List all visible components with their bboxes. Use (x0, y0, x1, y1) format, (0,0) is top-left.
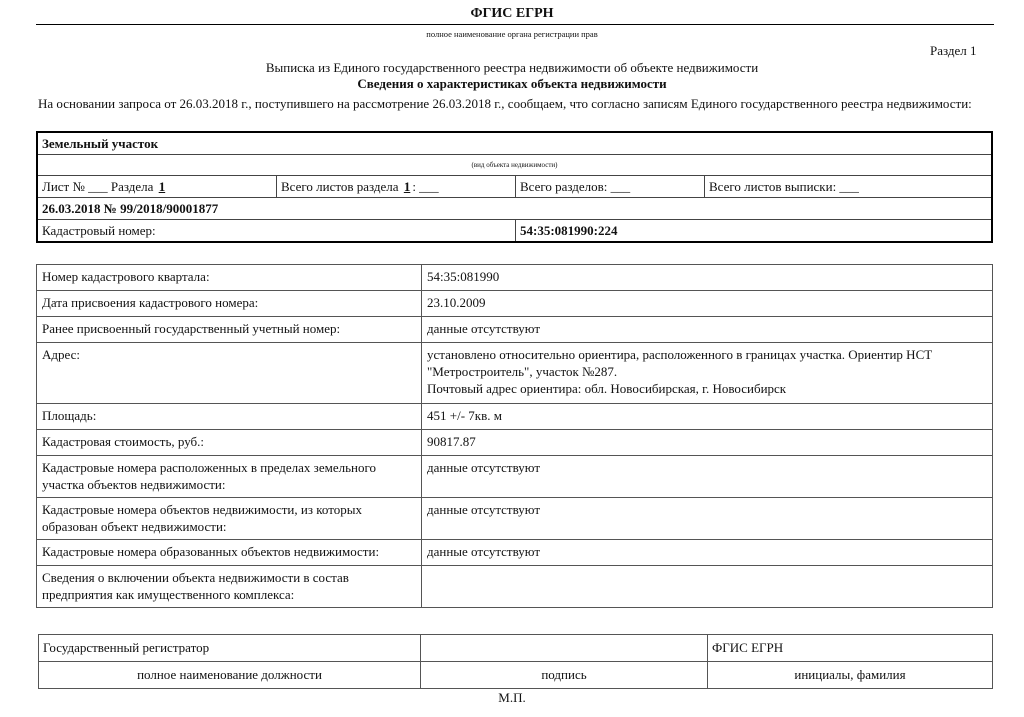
registrar-position: Государственный регистратор (39, 635, 421, 662)
row-label: Кадастровые номера образованных объектов недвижимости: (37, 540, 422, 566)
row-label: Кадастровые номера объектов недвижимости, из которых образован объект недвижимости: (37, 498, 422, 540)
extract-title: Выписка из Единого государственного реестра недвижимости об объекте недвижимости (265, 60, 759, 75)
row-value: данные отсутствуют (422, 456, 993, 498)
row-value: 451 +/- 7кв. м (422, 404, 993, 430)
table-row (37, 317, 993, 343)
row-label: Кадастровая стоимость, руб.: (37, 430, 422, 456)
row-value: 90817.87 (422, 430, 993, 456)
row-label: Сведения о включении объекта недвижимости в состав предприятия как имущественного комплекса: (37, 566, 422, 608)
table-row (37, 540, 993, 566)
row-label: Ранее присвоенный государственный учетный номер: (37, 317, 422, 343)
stamp-place: М.П. (498, 690, 526, 705)
table-row (37, 430, 993, 456)
table-row (37, 291, 993, 317)
cadastral-number-value: 54:35:081990:224 (516, 220, 993, 243)
row-value: 54:35:081990 (422, 265, 993, 291)
row-label: Номер кадастрового квартала: (37, 265, 422, 291)
table-row (37, 265, 993, 291)
row-value: данные отсутствуют (422, 540, 993, 566)
total-sheets-section-cell: Всего листов раздела 1 : ___ (277, 176, 516, 198)
name-caption: инициалы, фамилия (708, 662, 993, 689)
object-header-table (36, 131, 993, 243)
row-value: 23.10.2009 (422, 291, 993, 317)
total-sheets-extract-cell: Всего листов выписки: ___ (705, 176, 993, 198)
section-label: Раздел 1 (930, 43, 977, 58)
row-value (422, 566, 993, 608)
extract-date-number: 26.03.2018 № 99/2018/90001877 (37, 198, 992, 220)
object-type-caption: (вид объекта недвижимости) (37, 155, 992, 176)
document-subtitle: Сведения о характеристиках объекта недвижимости (357, 76, 667, 91)
table-row (37, 404, 993, 430)
table-row (37, 456, 993, 498)
org-title: ФГИС ЕГРН (470, 6, 554, 21)
table-row (37, 498, 993, 540)
basis-text: На основании запроса от 26.03.2018 г., поступившего на рассмотрение 26.03.2018 г., сообщаем, что согласно записям Единого государственного реестра недвижимости: (38, 96, 972, 111)
table-row (37, 343, 993, 404)
signature-field (421, 635, 708, 662)
signature-table (38, 634, 993, 689)
postal-address-text: Почтовый адрес ориентира: обл. Новосибирская, г. Новосибирск (427, 381, 787, 396)
registrar-name: ФГИС ЕГРН (708, 635, 993, 662)
row-label: Адрес: (37, 343, 422, 404)
row-value: данные отсутствуют (422, 317, 993, 343)
table-row (37, 566, 993, 608)
row-label: Площадь: (37, 404, 422, 430)
characteristics-table (36, 264, 993, 608)
header-divider (36, 24, 994, 25)
cadastral-number-label: Кадастровый номер: (37, 220, 516, 243)
row-value (422, 343, 993, 404)
section-number: 1 (158, 178, 166, 194)
position-caption: полное наименование должности (39, 662, 421, 689)
sheet-number-cell: Лист № ___ Раздела 1 (37, 176, 277, 198)
row-label: Дата присвоения кадастрового номера: (37, 291, 422, 317)
object-type: Земельный участок (37, 132, 992, 155)
row-label: Кадастровые номера расположенных в пределах земельного участка объектов недвижимости: (37, 456, 422, 498)
row-value: данные отсутствуют (422, 498, 993, 540)
org-caption: полное наименование органа регистрации прав (426, 29, 598, 39)
signature-caption: подпись (421, 662, 708, 689)
total-sections-cell: Всего разделов: ___ (516, 176, 705, 198)
address-text: установлено относительно ориентира, расположенного в границах участка. Ориентир НСТ "Метростроитель", участок №287. (427, 347, 933, 379)
